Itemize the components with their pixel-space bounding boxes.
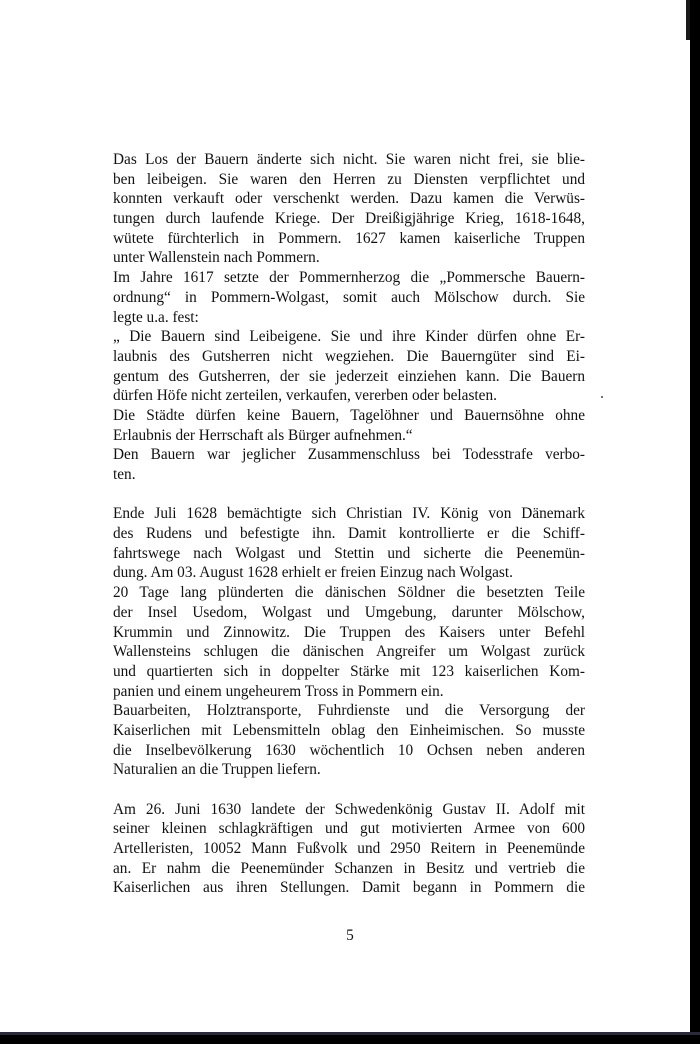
text-line: laubnis des Gutsherren nicht wegziehen. Die Bauerngüter sind Ei- xyxy=(113,347,585,365)
scan-edge-bottom xyxy=(0,1035,700,1044)
paragraph-gap xyxy=(113,485,585,505)
page-number: 5 xyxy=(346,927,354,944)
text-line: Im Jahre 1617 setzte der Pommernherzog die „Pommersche Bauern- xyxy=(113,269,585,287)
text-line: „ Die Bauern sind Leibeigene. Sie und ihre Kinder dürfen ohne Er- xyxy=(113,328,585,346)
text-line: konnten verkauft oder verschenkt werden. Dazu kamen die Verwüs- xyxy=(113,190,585,208)
text-line: panien und einem ungeheurem Tross in Pommern ein. xyxy=(113,682,444,700)
scan-speck xyxy=(601,396,603,398)
text-line: Kaiserlichen aus ihren Stellungen. Damit begann in Pommern die xyxy=(113,879,585,897)
text-line: wütete fürchterlich in Pommern. 1627 kamen kaiserliche Truppen xyxy=(113,229,585,247)
text-line: seiner kleinen schlagkräftigen und gut motivierten Armee von 600 xyxy=(113,820,585,838)
text-line: Artelleristen, 10052 Mann Fußvolk und 2950 Reitern in Peenemünde xyxy=(113,840,585,858)
text-line: legte u.a. fest: xyxy=(113,308,199,326)
text-line: dürfen Höfe nicht zerteilen, verkaufen, vererben oder belasten. xyxy=(113,387,497,405)
text-line: an. Er nahm die Peenemünder Schanzen in Besitz und vertrieb die xyxy=(113,859,585,877)
scan-edge-right-shadow xyxy=(686,0,690,40)
paragraph-swedish-landing xyxy=(113,800,585,898)
text-line: Ende Juli 1628 bemächtigte sich Christian IV. König von Dänemark xyxy=(113,505,585,523)
text-line: Naturalien an die Truppen liefern. xyxy=(113,761,321,779)
text-line: gentum des Gutsherren, der sie jederzeit einziehen kann. Die Bauern xyxy=(113,367,585,385)
paragraph-peasants xyxy=(113,150,585,485)
text-line: der Insel Usedom, Wolgast und Umgebung, darunter Mölschow, xyxy=(113,603,585,621)
text-line: tungen durch laufende Kriege. Der Dreißigjährige Krieg, 1618-1648, xyxy=(113,210,585,228)
text-line: des Rudens und befestigte ihn. Damit kontrollierte er die Schiff- xyxy=(113,525,585,543)
text-line: Das Los der Bauern änderte sich nicht. Sie waren nicht frei, sie blie- xyxy=(113,151,585,168)
text-line: ben leibeigen. Sie waren den Herren zu Diensten verpflichtet und xyxy=(113,170,585,188)
text-line: Krummin und Zinnowitz. Die Truppen des Kaisers unter Befehl xyxy=(113,623,585,641)
paragraph-gap xyxy=(113,780,585,800)
text-line: dung. Am 03. August 1628 erhielt er freien Einzug nach Wolgast. xyxy=(113,564,513,582)
text-line: Den Bauern war jeglicher Zusammenschluss bei Todesstrafe verbo- xyxy=(113,446,585,464)
text-line: Wallensteins schlugen die dänischen Angreifer um Wolgast zurück xyxy=(113,643,585,661)
text-line: die Inselbevölkerung 1630 wöchentlich 10 Ochsen neben anderen xyxy=(113,741,585,759)
text-line: Kaiserlichen mit Lebensmitteln oblag den Einheimischen. So musste xyxy=(113,721,585,739)
text-line: ten. xyxy=(113,466,136,483)
text-line: unter Wallenstein nach Pommern. xyxy=(113,249,320,267)
text-line: und quartierten sich in doppelter Stärke mit 123 kaiserlichen Kom- xyxy=(113,662,585,680)
body-text xyxy=(113,150,585,898)
text-line: fahrtswege nach Wolgast und Stettin und sicherte die Peenemün- xyxy=(113,544,585,562)
text-line: ordnung“ in Pommern-Wolgast, somit auch Mölschow durch. Sie xyxy=(113,288,585,306)
text-line: Erlaubnis der Herrschaft als Bürger aufnehmen.“ xyxy=(113,426,413,444)
text-line: 20 Tage lang plünderten die dänischen Söldner die besetzten Teile xyxy=(113,584,585,602)
text-line: Die Städte dürfen keine Bauern, Tagelöhner und Bauernsöhne ohne xyxy=(113,406,585,424)
scan-edge-right xyxy=(690,0,700,1044)
paragraph-danish-war xyxy=(113,504,585,780)
text-line: Bauarbeiten, Holztransporte, Fuhrdienste und die Versorgung der xyxy=(113,702,585,720)
text-line: Am 26. Juni 1630 landete der Schwedenkönig Gustav II. Adolf mit xyxy=(113,800,585,818)
